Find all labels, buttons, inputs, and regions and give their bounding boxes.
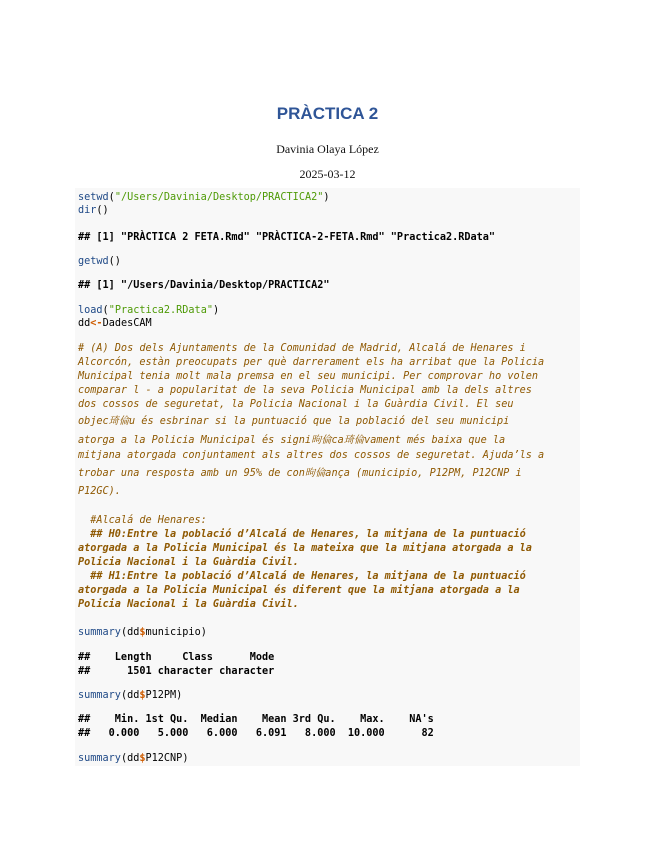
output-line-summary: ## Min. 1st Qu. Median Mean 3rd Qu. Max. NA's: [78, 714, 434, 725]
comment-line: atorga a la Policia Municipal és signi昫倫ca琦倫vament més baixa que la: [78, 435, 506, 446]
code-line-summary-p12pm: summary(dd$P12PM): [78, 690, 183, 701]
dollar-operator: $: [139, 627, 146, 638]
variable-name: dd: [127, 690, 140, 701]
output-line-getwd: ## [1] "/Users/Davinia/Desktop/PRACTICA2": [78, 280, 330, 291]
hypothesis-line: ## H0:Entre la població d’Alcalá de Henares, la mitjana de la puntuació: [78, 529, 526, 540]
hypothesis-line: #Alcalá de Henares:: [78, 515, 207, 526]
function-name: summary: [78, 627, 121, 638]
code-line-summary-municipio: summary(dd$municipio): [78, 627, 207, 638]
comment-line: # (A) Dos dels Ajuntaments de la Comunidad de Madrid, Alcalá de Henares i: [78, 343, 526, 354]
hypothesis-line: Policia Nacional i la Guàrdia Civil.: [78, 599, 299, 610]
string-literal: "/Users/Davinia/Desktop/PRACTICA2": [114, 192, 324, 203]
function-name: setwd: [78, 192, 109, 203]
variable-name: P12CNP: [145, 753, 183, 764]
function-name: summary: [78, 690, 121, 701]
dollar-operator: $: [139, 690, 146, 701]
output-line-summary: ## 1501 character character: [78, 666, 275, 677]
comment-line: Alcorcón, estàn preocupats per què darrerament els ha arribat que la Policia: [78, 357, 545, 368]
function-name: getwd: [78, 256, 109, 267]
variable-name: municipio: [145, 627, 201, 638]
hypothesis-line: atorgada a la Policia Municipal és la mateixa que la mitjana atorgada a la: [78, 543, 532, 554]
output-line-summary: ## Length Class Mode: [78, 652, 275, 663]
code-line-load: load("Practica2.RData"): [78, 305, 220, 316]
code-line-dir: dir(): [78, 205, 109, 216]
variable-name: P12PM: [145, 690, 177, 701]
dollar-operator: $: [139, 753, 146, 764]
string-literal: "Practica2.RData": [108, 305, 213, 316]
document-author: Davinia Olaya López: [276, 142, 379, 156]
hypothesis-line: atorgada a la Policia Municipal és diferent que la mitjana atorgada a la: [78, 585, 520, 596]
variable-name: dd: [127, 627, 140, 638]
hypothesis-line: Policia Nacional i la Guàrdia Civil.: [78, 557, 299, 568]
comment-line: trobar una resposta amb un 95% de con昫倫ança (municipio, P12PM, P12CNP i: [78, 468, 522, 479]
code-line-assign: [78, 317, 152, 330]
code-line-getwd: getwd(): [78, 256, 121, 267]
output-line-summary: ## 0.000 5.000 6.000 6.091 8.000 10.000 82: [78, 728, 434, 739]
hypothesis-line: ## H1:Entre la població d’Alcalá de Henares, la mitjana de la puntuació: [78, 571, 526, 582]
comment-line: comparar l - a popularitat de la seva Policia Municipal amb la dels altres: [78, 385, 532, 396]
variable-name: DadesCAM: [102, 318, 152, 329]
comment-line: P12GC).: [78, 486, 121, 497]
function-name: summary: [78, 753, 121, 764]
comment-line: dos cossos de seguretat, la Policia Nacional i la Guàrdia Civil. El seu: [78, 399, 514, 410]
code-line-setwd: setwd("/Users/Davinia/Desktop/PRACTICA2"): [78, 192, 330, 203]
document-date: 2025-03-12: [299, 167, 356, 181]
output-line-dir: ## [1] "PRÀCTICA 2 FETA.Rmd" "PRÀCTICA-2-FETA.Rmd" "Practica2.RData": [78, 232, 496, 243]
comment-line: mitjana atorgada conjuntament als altres dos cossos de seguretat. Ajuda’ls a: [78, 450, 545, 461]
comment-line: objec琦倫u és esbrinar si la puntuació que la població del seu municipi: [78, 416, 510, 427]
comment-line: Municipal tenia molt mala premsa en el seu municipi. Per comprovar ho volen: [78, 371, 539, 382]
document-title: PRÀCTICA 2: [276, 104, 379, 123]
variable-name: dd: [78, 318, 91, 329]
variable-name: dd: [127, 753, 140, 764]
code-line-summary-p12cnp: summary(dd$P12CNP): [78, 753, 189, 764]
function-name: load: [78, 305, 103, 316]
assign-operator: <-: [90, 318, 103, 329]
function-name: dir: [78, 205, 97, 216]
